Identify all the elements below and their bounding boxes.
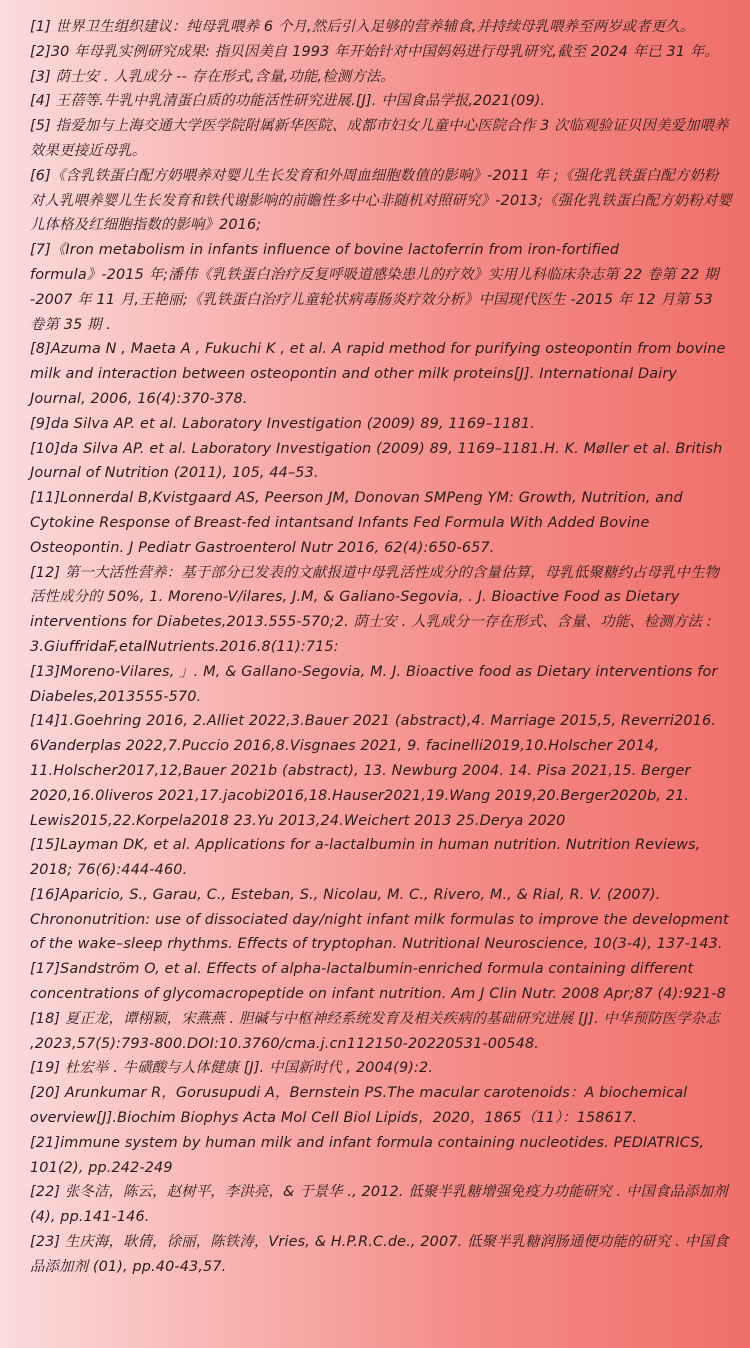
- reference-item-11: [11]Lonnerdal B,Kvistgaard AS, Peerson JM, Donovan SMPeng YM: Growth, Nutrition, and Cytokine Response of Breast-fed intantsand Infants Fed Formula With Added Bovine Osteopontin. J Pediatr Gastroenterol Nutr 2016, 62(4):650-657.: [30, 490, 683, 556]
- reference-item-1: [1] 世界卫生组织建议：纯母乳喂养 6 个月,然后引入足够的营养辅食,并持续母乳喂养至两岁或者更久。: [30, 19, 695, 35]
- reference-item-13: [13]Moreno-Vilares, 」. M, & Gallano-Segovia, M. J. Bioactive food as Dietary interventions for Diabeles,2013555-570.: [30, 663, 718, 705]
- reference-item-10: [10]da Silva AP. et al. Laboratory Investigation (2009) 89, 1169–1181.H. K. Møller et al. British Journal of Nutrition (2011), 105, 44–53.: [30, 440, 723, 482]
- reference-item-9: [9]da Silva AP. et al. Laboratory Investigation (2009) 89, 1169–1181.: [30, 415, 535, 432]
- reference-item-7: [7]《Iron metabolism in infants influence of bovine lactoferrin from iron-fortified formula》-2015 年;潘伟《乳铁蛋白治疗反复呼吸道感染患儿的疗效》实用儿科临床杂志第 22 卷第 22 期 -2007 年 11 月,王艳丽;《乳铁蛋白治疗儿童轮状病毒肠炎疗效分析》中国现代医生 -2015 年 12 月第 53 卷第 35 期 .: [30, 242, 719, 333]
- reference-item-2: [2]30 年母乳实例研究成果: 指贝因美自 1993 年开始针对中国妈妈进行母乳研究,截至 2024 年已 31 年。: [30, 43, 719, 60]
- reference-item-4: [4] 王蓓等.牛乳中乳清蛋白质的功能活性研究进展.[J]. 中国食品学报,2021(09).: [30, 93, 546, 110]
- reference-item-6: [6]《含乳铁蛋白配方奶喂养对婴儿生长发育和外周血细胞数值的影响》-2011 年 ;《强化乳铁蛋白配方奶粉对人乳喂养婴儿生长发育和铁代谢影响的前瞻性多中心非随机对照研究》-2013;《强化乳铁蛋白配方奶粉对婴儿体格及红细胞指数的影响》2016;: [30, 167, 732, 234]
- reference-item-19: [19] 杜宏举 . 牛磺酸与人体健康 [J]. 中国新时代 , 2004(9):2.: [30, 1060, 434, 1077]
- reference-item-17: [17]Sandström O, et al. Effects of alpha-lactalbumin-enriched formula containing different concentrations of glycomacropeptide on infant nutrition. Am J Clin Nutr. 2008 Apr;87 (4):921-8: [30, 961, 726, 1003]
- reference-item-20: [20] Arunkumar R，Gorusupudi A，Bernstein PS.The macular carotenoids：A biochemical overview[J].Biochim Biophys Acta Mol Cell Biol Lipids，2020，1865（11）：158617.: [30, 1085, 688, 1127]
- reference-item-15: [15]Layman DK, et al. Applications for a-lactalbumin in human nutrition. Nutrition Reviews, 2018; 76(6):444-460.: [30, 837, 701, 879]
- reference-item-14: [14]1.Goehring 2016, 2.Alliet 2022,3.Bauer 2021 (abstract),4. Marriage 2015,5, Reverri2016. 6Vanderplas 2022,7.Puccio 2016,8.Visgnaes 2021, 9. facinelli2019,10.Holscher 2014, 11.Holscher2017,12,Bauer 2021b (abstract), 13. Newburg 2004. 14. Pisa 2021,15. Berger 2020,16.0liveros 2021,17.jacobi2016,18.Hauser2021,19.Wang 2019,20.Berger2020b, 21. Lewis2015,22.Korpela2018 23.Yu 2013,24.Weichert 2013 25.Derya 2020: [30, 713, 716, 829]
- reference-item-8: [8]Azuma N , Maeta A , Fukuchi K , et al. A rapid method for purifying osteopontin from bovine milk and interaction between osteopontin and other milk proteins[J]. International Dairy Journal, 2006, 16(4):370-378.: [30, 341, 726, 407]
- reference-item-18: [18] 夏正龙，谭栩颖，宋燕燕 . 胆碱与中枢神经系统发育及相关疾病的基础研究进展 [J]. 中华预防医学杂志 ,2023,57(5):793-800.DOI:10.3760/cma.j.cn112150-20220531-00548.: [30, 1010, 720, 1052]
- reference-item-12: [12] 第一大活性营养：基于部分已发表的文献报道中母乳活性成分的含量估算，母乳低聚糖约占母乳中生物活性成分的 50%, 1. Moreno-V/ilares, J.M, & Galiano-Segovia, . J. Bioactive Food as Dietary interventions for Diabetes,2013.555-570;2. 荫士安 . 人乳成分一存在形式、含量、功能、检测方法 : 3.GiuffridaF,etalNutrients.2016.8(11):715:: [30, 564, 720, 655]
- reference-item-3: [3] 荫士安 . 人乳成分 -- 存在形式,含量,功能,检测方法。: [30, 68, 395, 85]
- reference-item-21: [21]immune system by human milk and infant formula containing nucleotides. PEDIATRICS, 101(2), pp.242-249: [30, 1134, 705, 1176]
- reference-item-5: [5] 指爱加与上海交通大学医学院附属新华医院、成都市妇女儿童中心医院合作 3 次临观验证贝因美爱加喂养效果更接近母乳。: [30, 118, 729, 159]
- reference-item-22: [22] 张冬洁，陈云，赵树平，李洪亮，& 于景华 ., 2012. 低聚半乳糖增强免疫力功能研究 . 中国食品添加剂 (4), pp.141-146.: [30, 1184, 728, 1226]
- reference-item-23: [23] 生庆海，耿倩，徐丽，陈铁涛，Vries, & H.P.R.C.de., 2007. 低聚半乳糖润肠通便功能的研究 . 中国食品添加剂 (01), pp.40-43,57.: [30, 1234, 729, 1275]
- reference-item-16: [16]Aparicio, S., Garau, C., Esteban, S., Nicolau, M. C., Rivero, M., & Rial, R. V. (2007). Chrononutrition: use of dissociated day/night infant milk formulas to improve the development of the wake–sleep rhythms. Effects of tryptophan. Nutritional Neuroscience, 10(3-4), 137-143.: [30, 886, 729, 953]
